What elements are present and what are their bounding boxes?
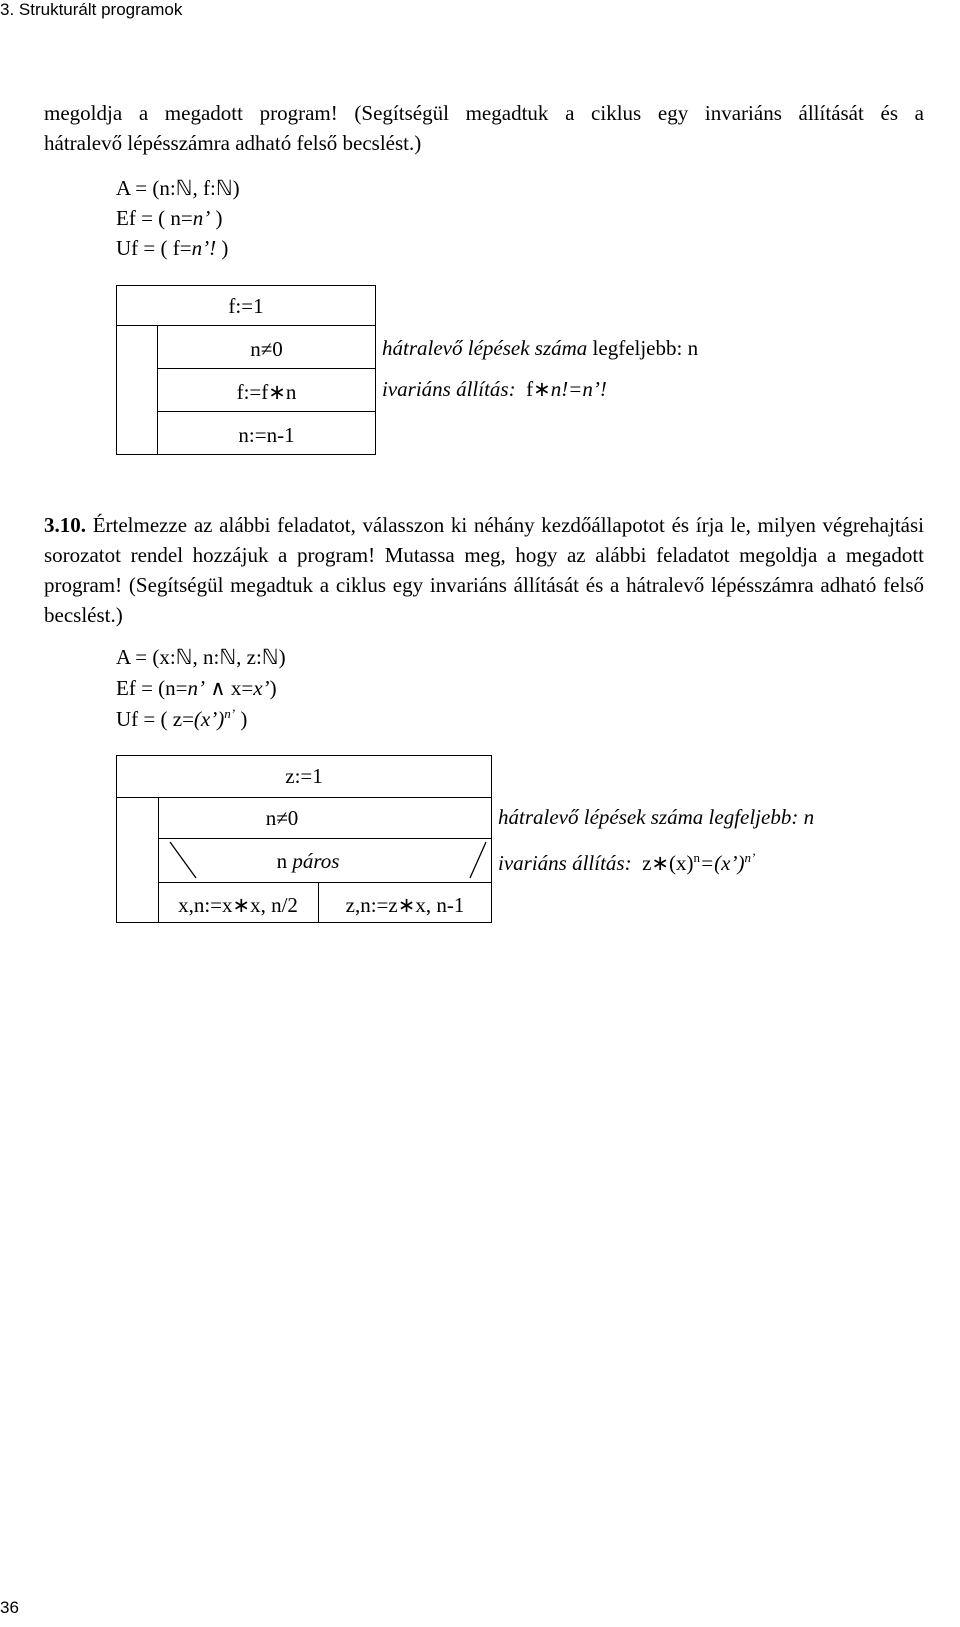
loop-body-statement-1: f:=f∗n (236, 380, 297, 404)
spec2-precondition: Ef = (n=n’ ∧ x=x’) (116, 676, 277, 700)
spec1-precondition: Ef = ( n=n’ ) (116, 206, 223, 230)
note-remaining-steps-1: hátralevő lépések száma legfeljebb: n (382, 336, 699, 360)
task-text: Értelmezze az alábbi feladatot, válasszon ki néhány kezdőállapotot és írja le, milyen végrehajtási sorozatot rendel hozzájuk a program! Mutassa meg, hogy az alábbi feladatot megoldja a megadott program! (Segítségül megadtuk a ciklus egy invariáns állítását és a hátralevő lépésszámra adható felső becslést.) (44, 513, 924, 627)
branch-false-statement: z,n:=z∗x, n-1 (345, 893, 465, 917)
intro-line-1: megoldja a megadott program! (Segítségül megadtuk a ciklus egy invariáns állítását és a (44, 101, 924, 125)
divider (157, 411, 376, 412)
loop-body-statement-2: n:=n-1 (238, 423, 295, 447)
loop-condition: n≠0 (250, 337, 283, 361)
running-header: 3. Strukturált programok (0, 0, 183, 19)
spec1-postcondition: Uf = ( f=n’! ) (116, 236, 229, 260)
page-number: 36 (0, 1598, 19, 1617)
task-number: 3.10. (44, 513, 86, 537)
intro-paragraph (44, 98, 924, 158)
branch-condition: n páros (276, 849, 340, 873)
spec2-state-space: A = (x:ℕ, n:ℕ, z:ℕ) (116, 645, 286, 669)
init-statement: z:=1 (285, 764, 323, 788)
divider (157, 368, 376, 369)
note-invariant-1: ivariáns állítás: f∗n!=n’! (382, 377, 607, 401)
branch-true-statement: x,n:=x∗x, n/2 (178, 893, 298, 917)
note-invariant-2: ivariáns állítás: $z∗(x)^n=(x’)^{n’}$ (498, 850, 756, 875)
spec2-postcondition: Uf = ( z=(x’)$^{n’}$ ) (116, 706, 248, 731)
init-statement: f:=1 (228, 294, 264, 318)
task-paragraph (44, 510, 924, 630)
loop-condition: n≠0 (265, 806, 299, 830)
intro-line-2: hátralevő lépésszámra adható felső becslést.) (44, 131, 422, 155)
divider (116, 797, 492, 798)
spec1-state-space: A = (n:ℕ, f:ℕ) (116, 176, 240, 200)
divider (158, 882, 492, 883)
divider (116, 325, 376, 326)
note-remaining-steps-2: hátralevő lépések száma legfeljebb: n (498, 805, 815, 829)
